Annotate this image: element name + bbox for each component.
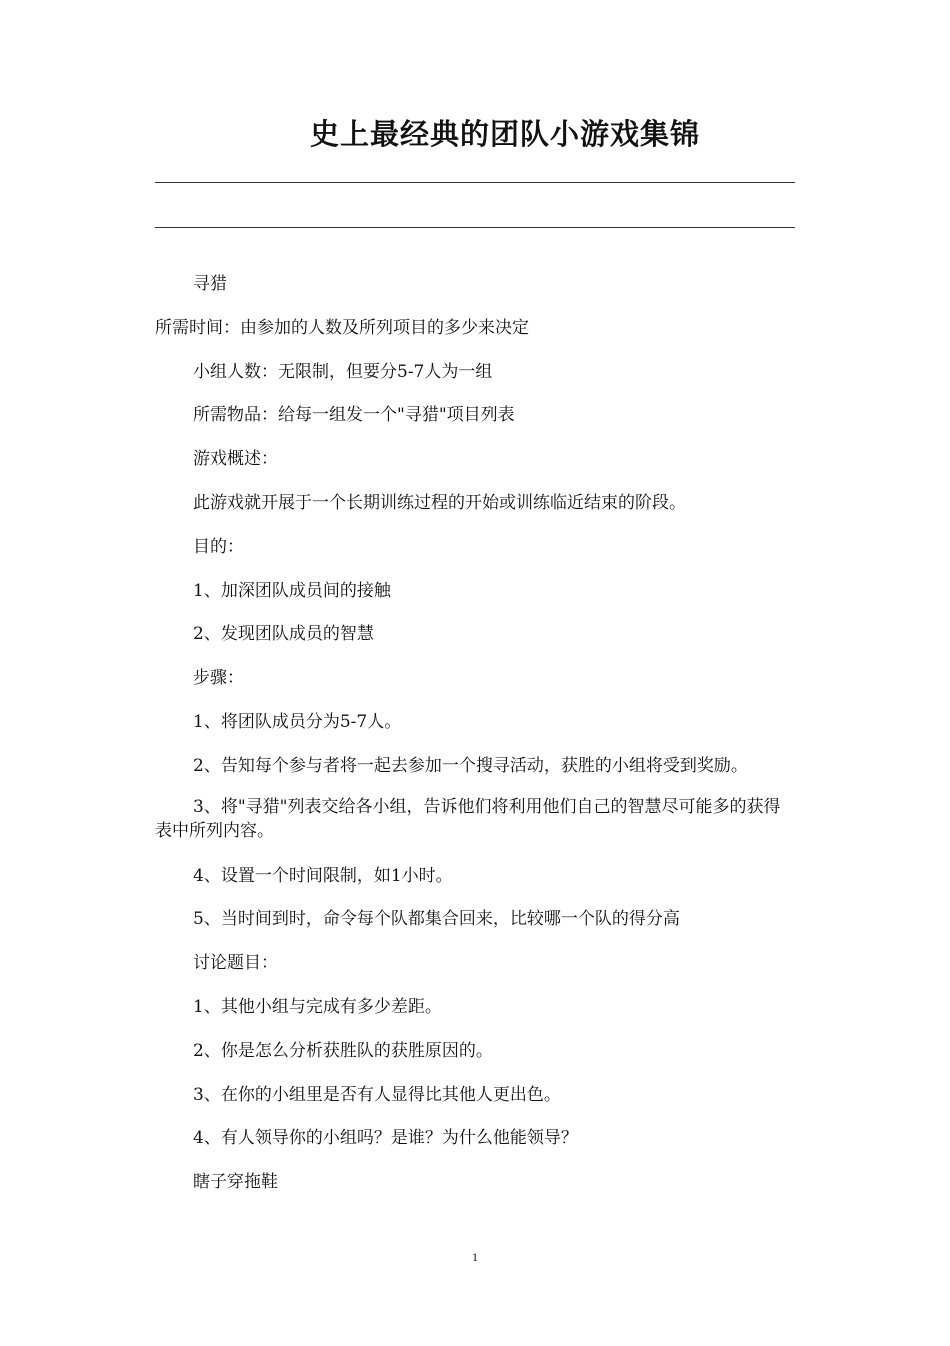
paragraph: 讨论题目： [193, 953, 278, 974]
document-body [155, 270, 797, 1212]
paragraph: 游戏概述： [193, 449, 278, 470]
page-number: 1 [472, 1250, 478, 1264]
paragraph: 目的： [193, 536, 244, 557]
paragraph: 2、发现团队成员的智慧 [193, 624, 374, 645]
paragraph: 小组人数：无限制，但要分5-7人为一组 [193, 361, 493, 382]
paragraph: 3、将"寻猎"列表交给各小组，告诉他们将利用他们自己的智慧尽可能多的获得表中所列内容。 [155, 796, 781, 841]
paragraph: 瞎子穿拖鞋 [193, 1172, 278, 1193]
paragraph: 2、你是怎么分析获胜队的获胜原因的。 [193, 1040, 493, 1061]
paragraph: 步骤： [193, 668, 244, 689]
paragraph: 所需时间：由参加的人数及所列项目的多少来决定 [155, 317, 529, 338]
paragraph: 寻猎 [193, 274, 227, 294]
header-rule-bottom [155, 227, 795, 228]
header-rule-top [155, 182, 795, 183]
paragraph: 5、当时间到时，命令每个队都集合回来，比较哪一个队的得分高 [193, 909, 680, 930]
paragraph: 1、加深团队成员间的接触 [193, 580, 391, 601]
paragraph: 此游戏就开展于一个长期训练过程的开始或训练临近结束的阶段。 [193, 492, 686, 513]
paragraph: 4、有人领导你的小组吗？是谁？为什么他能领导？ [193, 1128, 578, 1149]
paragraph: 3、在你的小组里是否有人显得比其他人更出色。 [193, 1084, 561, 1105]
paragraph: 1、其他小组与完成有多少差距。 [193, 996, 442, 1017]
paragraph: 4、设置一个时间限制，如1小时。 [193, 865, 453, 886]
paragraph: 2、告知每个参与者将一起去参加一个搜寻活动，获胜的小组将受到奖励。 [193, 755, 748, 776]
paragraph: 1、将团队成员分为5-7人。 [193, 711, 402, 732]
document-title: 史上最经典的团队小游戏集锦 [309, 117, 700, 151]
paragraph: 所需物品：给每一组发一个"寻猎"项目列表 [193, 405, 515, 426]
